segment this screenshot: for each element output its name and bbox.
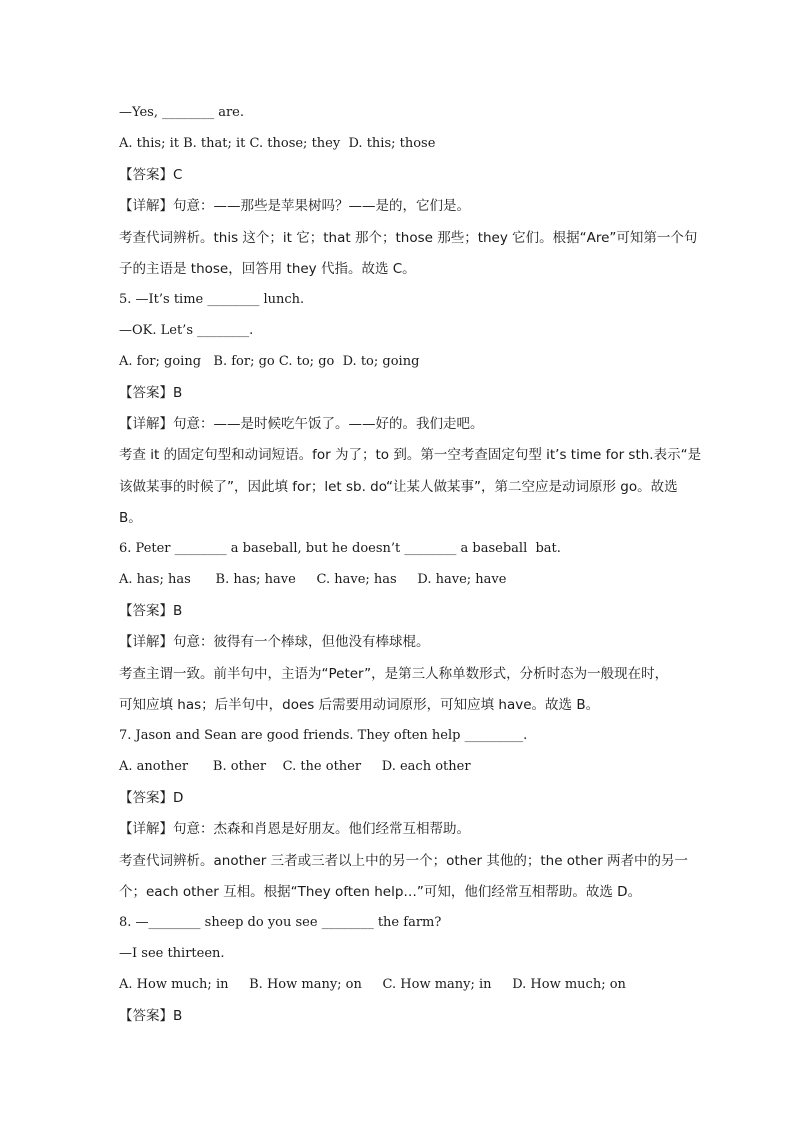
answer-key: 【答案】B bbox=[119, 603, 183, 619]
explanation-line: 子的主语是 those，回答用 they 代指。故选 C。 bbox=[119, 261, 416, 277]
explanation-line: 【详解】句意：杰森和肖恩是好朋友。他们经常互相帮助。 bbox=[119, 821, 470, 837]
explanation-line: 【详解】句意：——那些是苹果树吗？——是的，它们是。 bbox=[119, 198, 470, 214]
question-line: —OK. Let’s ________. bbox=[119, 323, 254, 338]
options-line: A. another B. other C. the other D. each other bbox=[119, 759, 471, 774]
question-line: 5. —It’s time ________ lunch. bbox=[119, 292, 305, 307]
options-line: A. How much; in B. How many; on C. How many; in D. How much; on bbox=[119, 977, 626, 992]
explanation-line: 该做某事的时候了”，因此填 for；let sb. do“让某人做某事”，第二空应是动词原形 go。故选 bbox=[119, 479, 678, 495]
explanation-line: 考查代词辨析。this 这个；it 它；that 那个；those 那些；they 它们。根据“Are”可知第一个句 bbox=[119, 230, 698, 246]
answer-key: 【答案】B bbox=[119, 385, 183, 401]
explanation-line: B。 bbox=[119, 510, 142, 526]
explanation-line: 【详解】句意：彼得有一个棒球，但他没有棒球棍。 bbox=[119, 634, 430, 650]
answer-key: 【答案】B bbox=[119, 1008, 183, 1024]
options-line: A. has; has B. has; have C. have; has D. have; have bbox=[119, 572, 507, 587]
explanation-line: 个；each other 互相。根据“They often help…”可知，他们经常互相帮助。故选 D。 bbox=[119, 884, 642, 900]
question-line: 8. —________ sheep do you see ________ the farm? bbox=[119, 915, 442, 930]
explanation-line: 可知应填 has；后半句中，does 后需要用动词原形，可知应填 have。故选 B。 bbox=[119, 697, 600, 713]
explanation-line: 考查主谓一致。前半句中，主语为“Peter”，是第三人称单数形式，分析时态为一般现在时， bbox=[119, 666, 669, 682]
question-line: —I see thirteen. bbox=[119, 946, 225, 961]
explanation-line: 【详解】句意：——是时候吃午饭了。——好的。我们走吧。 bbox=[119, 416, 484, 432]
answer-line: —Yes, ________ are. bbox=[119, 105, 245, 120]
question-line: 7. Jason and Sean are good friends. They often help _________. bbox=[119, 728, 528, 743]
answer-key: 【答案】C bbox=[119, 167, 183, 183]
explanation-line: 考查代词辨析。another 三者或三者以上中的另一个；other 其他的；the other 两者中的另一 bbox=[119, 853, 689, 869]
answer-key: 【答案】D bbox=[119, 790, 184, 806]
question-line: 6. Peter ________ a baseball, but he doesn’t ________ a baseball bat. bbox=[119, 541, 561, 556]
options-line: A. this; it B. that; it C. those; they D. this; those bbox=[119, 136, 436, 151]
explanation-line: 考查 it 的固定句型和动词短语。for 为了；to 到。第一空考查固定句型 it’s time for sth.表示“是 bbox=[119, 447, 702, 463]
options-line: A. for; going B. for; go C. to; go D. to; going bbox=[119, 354, 420, 369]
